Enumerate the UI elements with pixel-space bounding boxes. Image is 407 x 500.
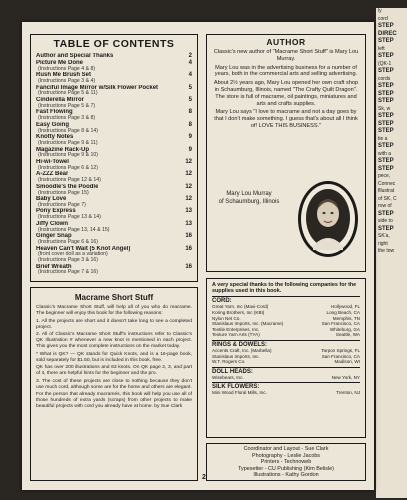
toc-entry-page: 5 xyxy=(188,96,192,103)
author-title: AUTHOR xyxy=(266,37,306,47)
toc-entry-title-row xyxy=(36,53,192,60)
toc-entry xyxy=(36,264,192,276)
toc-entry-instructions: (front cover doll as a variation) xyxy=(38,251,108,258)
supplier-category: SILK FLOWERS: xyxy=(212,382,360,390)
adjacent-page-text: STEP xyxy=(378,53,394,59)
adjacent-page-text: Connec xyxy=(378,180,396,187)
toc-entry-instructions: (Instructions Page 6 & 16) xyxy=(38,239,98,246)
toc-entry-instructions: (Instructions Page 15) xyxy=(38,189,89,196)
toc-title: TABLE OF CONTENTS xyxy=(53,38,175,50)
toc-entry-title: Pony Express xyxy=(36,208,76,215)
toc-entry-instructions: (Instructions Page 6 & 12) xyxy=(38,164,98,171)
macrame-body xyxy=(36,305,192,410)
credits-box xyxy=(206,443,366,481)
macrame-paragraph: 3. The cost of these projects are close to nothing because they don't use much cord, although some are for the home and others are elegant. xyxy=(36,378,192,390)
toc-entry-title: A-ZZZ Bear xyxy=(36,171,69,178)
toc-entry xyxy=(36,60,192,72)
toc-entry-page: 2 xyxy=(188,53,192,59)
toc-entry-title: Knotty Notes xyxy=(36,134,74,141)
toc-entry xyxy=(36,134,192,146)
toc-entry xyxy=(36,196,192,208)
toc-entry-title: Heaven Can't Wait (5 Knot Angel) xyxy=(36,245,131,252)
suppliers-intro: A very special thanks to the following companies for the supplies used in this book. xyxy=(212,282,357,295)
supplier-company: Accents Craft, Inc. (Marbella) xyxy=(212,347,272,353)
toc-entry xyxy=(36,159,192,171)
macrame-paragraph: 1. All the projects are short and it doesn't take long to see a completed project. xyxy=(36,318,192,330)
supplier-city: New York, NY xyxy=(331,374,360,380)
toc-entry xyxy=(36,171,192,183)
toc-entry-title: Brief Wreath xyxy=(36,263,72,270)
toc-entry xyxy=(36,208,192,220)
toc-entry-page: 9 xyxy=(188,146,192,153)
adjacent-page-text: tie a xyxy=(378,135,388,142)
adjacent-page-text: the tow xyxy=(378,248,395,254)
toc-entry-instructions: (Instructions Page 5 & 7) xyxy=(38,102,96,109)
macrame-paragraph: * What is QK? — QK stands for Quick Knots, and is a 16-page book, sold separately for $1.50, but is included in this book, free. xyxy=(36,351,192,363)
author-place: of Schaumburg, Illinois xyxy=(218,199,280,205)
supplier-category: CORD: xyxy=(212,296,360,304)
toc-entry-title: Ginger Snap xyxy=(36,233,72,240)
adjacent-page-text: (QK-1 xyxy=(378,60,392,67)
adjacent-page-text: STEP xyxy=(378,83,394,89)
toc-entry-title: Hi-wi-Towel xyxy=(36,158,69,165)
toc-entry xyxy=(36,233,192,245)
adjacent-page-text: STEP xyxy=(378,113,394,119)
magazine-page xyxy=(22,22,374,490)
toc-entry-instructions: (Instructions Page 8 & 14) xyxy=(38,127,98,134)
adjacent-page-text: STEP xyxy=(378,128,394,134)
credit-line: Coordinator and Layout - Sue Clark xyxy=(243,446,329,452)
supplier-company: Texture Yarn Arts (TYA) xyxy=(212,332,260,338)
adjacent-page-text: SK'a, xyxy=(378,233,390,239)
supplier-city: Madison, WI xyxy=(334,359,360,365)
toc-entry-title: Rush Me Brush Set xyxy=(36,72,92,79)
toc-entry xyxy=(36,53,192,60)
macrame-paragraph: Classic's Macrame Short Stuff, will help all of you who do macrame. The beginner will enjoy this book for the following reasons: xyxy=(36,305,192,316)
adjacent-page-text: with a xyxy=(378,150,392,157)
credit-line: Photography - Leslie Jacobs xyxy=(251,452,321,459)
toc-entry-page: 8 xyxy=(188,109,192,116)
macrame-paragraph: 2. All of Classic's Macrame Short Stuff's instructions refer to Classic's QK Illustration # whenever a new knot is mentioned in each project. This gives you the most complete instructions on the market today. xyxy=(36,332,192,349)
macrame-paragraph: For the person that already macramés, this book will help you use all of those hundreds of extra yards (scraps) from other projects to make beautiful projects with cord you already have at home. by Sue Clark xyxy=(36,392,192,409)
adjacent-page-text: STEP xyxy=(378,23,394,29)
adjacent-page-text: STEP xyxy=(378,68,394,74)
toc-entry-title: Fast Flowing xyxy=(36,109,73,116)
supplier-company: Wisebears, Inc. xyxy=(212,374,244,380)
page-number: 2 xyxy=(202,474,206,481)
macrame-title: Macrame Short Stuff xyxy=(74,293,154,302)
author-name: Mary Lou Murray xyxy=(226,191,272,197)
toc-entry-page: 9 xyxy=(188,134,192,141)
adjacent-page-text: STEP xyxy=(378,225,394,232)
toc-entry-page: 16 xyxy=(185,233,192,240)
toc-entry-instructions: (Instructions Page 9 & 11) xyxy=(38,139,98,146)
toc-entry-title: Magazine Rack-Up xyxy=(36,146,90,153)
credit-line: Typesetter - CU Publishing (Kim Belisle) xyxy=(238,465,334,472)
toc-entry-title: Fanciful Image Mirror w/Silk Flower Pocket xyxy=(36,84,159,91)
toc-entry xyxy=(36,72,192,84)
toc-entry-title: Cinderella Mirror xyxy=(36,96,85,103)
adjacent-page-text: STEP xyxy=(378,158,394,164)
adjacent-page-text: row of xyxy=(378,203,392,209)
toc-entry-page: 16 xyxy=(185,263,192,270)
credit-line: Illustrations - Kathy Gordon xyxy=(253,472,319,479)
author-body xyxy=(213,49,359,130)
adjacent-page-text: pece, xyxy=(378,173,391,179)
adjacent-page-text: fllustrat xyxy=(378,188,395,194)
toc-entry-title: Baby Love xyxy=(36,196,67,203)
supplier-company: W.T. Rogers Co. xyxy=(212,359,246,365)
toc-list xyxy=(36,53,192,276)
toc-entry xyxy=(36,184,192,196)
adjacent-page-text: Sk, w xyxy=(378,105,391,112)
toc-entry-instructions: (Instructions Page 3 & 16) xyxy=(38,257,98,264)
toc-entry-page: 12 xyxy=(185,183,192,190)
table-of-contents-box xyxy=(30,34,198,282)
adjacent-page-text: STEP xyxy=(378,210,394,217)
toc-entry-page: 5 xyxy=(188,84,192,91)
author-box xyxy=(206,34,366,272)
toc-entry-title: Jiffy Clown xyxy=(36,220,69,227)
toc-entry-page: 12 xyxy=(185,196,192,203)
supplier-city: San Francisco, CA xyxy=(321,353,360,359)
macrame-short-stuff-box xyxy=(30,287,198,481)
toc-entry-title: Easy Going xyxy=(36,121,70,128)
author-paragraph: Mary Lou says "I love to macrame and not a day goes by that I don't make something. I guess that's about all I think of! LOVE THIS BUSINESS." xyxy=(214,109,358,129)
adjacent-page-text: right xyxy=(378,240,388,247)
toc-entry-page: 16 xyxy=(185,245,192,252)
toc-entry-page: 12 xyxy=(185,158,192,165)
supplier-row xyxy=(212,375,360,381)
toc-entry-page: 13 xyxy=(185,220,192,227)
supplier-category: DOLL HEADS: xyxy=(212,367,360,375)
supplier-company: Koring Brothers, Inc (KBI) xyxy=(212,310,265,315)
adjacent-page-text: DIREC xyxy=(378,30,397,37)
supplier-city: Whiteburg, GA xyxy=(329,326,360,332)
macrame-paragraph: QK has over 200 illustrations and 63 knots. On QK page 2, 3, and part of 4, there are helpful hints for the beginner and the pro. xyxy=(36,365,192,376)
toc-entry-instructions: (Instructions Page 13, 14 & 15) xyxy=(38,226,110,233)
toc-entry xyxy=(36,85,192,97)
credit-line: Printers - Technoweb xyxy=(260,459,312,466)
author-paragraph: About 2½ years ago, Mary Lou opened her own craft shop in Schaumburg, Illinois, named "The Crafty Quilt Dragon". The store is full of macrame, oil paintings, miniatures and arts and crafts supplies. xyxy=(213,80,359,107)
supplier-groups xyxy=(212,296,360,396)
toc-entry-title: Picture Me Done xyxy=(36,59,84,66)
adjacent-page-text: STEP xyxy=(378,90,394,97)
adjacent-page-text: of SK, C xyxy=(378,195,397,202)
toc-entry-instructions: (Instructions Page 5 & 11) xyxy=(38,90,98,97)
supplier-company: Mini Wood Floral Mills, Inc. xyxy=(212,390,267,396)
supplier-city: Hollywood, FL xyxy=(330,304,360,310)
toc-entry-instructions: (Instructions Page 13 & 14) xyxy=(38,214,101,221)
toc-entry xyxy=(36,97,192,109)
supplier-row xyxy=(212,359,360,365)
toc-entry-instructions: (Instructions Page 3 & 8) xyxy=(38,115,96,122)
toc-entry-title: Author and Special Thanks xyxy=(36,53,114,59)
supplier-company: Great Yarn, Inc (Maxi-Cord) xyxy=(212,304,269,310)
author-paragraph: Mary Lou was in the advertising business for a number of years, both in the commercial arts and selling advertising. xyxy=(214,64,358,78)
supplier-city: Trenton, NJ xyxy=(336,390,360,396)
toc-entry-page: 8 xyxy=(188,121,192,128)
supplier-company: Stanislaus Imports, Inc. (Macrame) xyxy=(212,321,284,327)
supplier-company: Stanislaus Imports, Inc. xyxy=(212,353,260,359)
toc-entry xyxy=(36,221,192,233)
toc-entry-instructions: (Instructions Page 9 & 10) xyxy=(38,152,98,159)
supplier-city: San Francisco, CA xyxy=(321,321,360,327)
adjacent-page-text: STEP xyxy=(378,120,394,127)
supplier-city: Long Beach, CA xyxy=(326,310,360,315)
suppliers-box xyxy=(206,278,366,438)
author-portrait xyxy=(297,180,359,258)
adjacent-page-text: cord xyxy=(378,15,388,22)
supplier-city: Memphis, TN xyxy=(332,315,360,321)
toc-entry-instructions: (Instructions Page 4 & 8) xyxy=(38,65,96,72)
toc-entry-instructions: (Instructions Page 12 & 14) xyxy=(38,177,101,184)
toc-entry-page: 4 xyxy=(188,72,192,79)
supplier-category: RINGS & DOWELS: xyxy=(212,340,360,348)
toc-entry xyxy=(36,122,192,134)
adjacent-page-text: ly xyxy=(378,8,382,14)
adjacent-page-text: STEP xyxy=(378,98,394,104)
toc-entry-title: Smoodle's the Poodle xyxy=(36,183,99,190)
supplier-company: Nylon Net Co. xyxy=(212,315,241,321)
supplier-row xyxy=(212,390,360,396)
adjacent-page-edge xyxy=(376,8,407,498)
toc-entry xyxy=(36,147,192,159)
adjacent-page-text: left xyxy=(378,45,385,52)
toc-entry-instructions: (Instructions Page 7) xyxy=(38,201,86,208)
toc-entry xyxy=(36,109,192,121)
supplier-city: Tarpon Springs, FL xyxy=(321,347,360,353)
adjacent-page-text: STEP xyxy=(378,165,394,172)
author-caption xyxy=(213,190,285,206)
adjacent-page-text: STEP xyxy=(378,38,394,44)
adjacent-page-text: cords xyxy=(378,75,391,82)
adjacent-page-text: STEP xyxy=(378,143,394,149)
supplier-row xyxy=(212,332,360,338)
supplier-company: Textile Enterprises, Inc. xyxy=(212,326,260,332)
toc-entry-instructions: (Instructions Page 3 & 4) xyxy=(38,77,96,84)
toc-entry-page: 4 xyxy=(188,59,192,66)
toc-entry-page: 13 xyxy=(185,208,192,215)
toc-entry-instructions: (Instructions Page 7 & 16) xyxy=(38,269,98,276)
supplier-city: Seattle, WA xyxy=(335,332,360,338)
toc-entry-page: 12 xyxy=(185,171,192,178)
adjacent-page-text: side to xyxy=(378,218,393,224)
author-paragraph: Classic's new author of "Macrame Short Stuff" is Mary Lou Murray. xyxy=(213,49,359,62)
